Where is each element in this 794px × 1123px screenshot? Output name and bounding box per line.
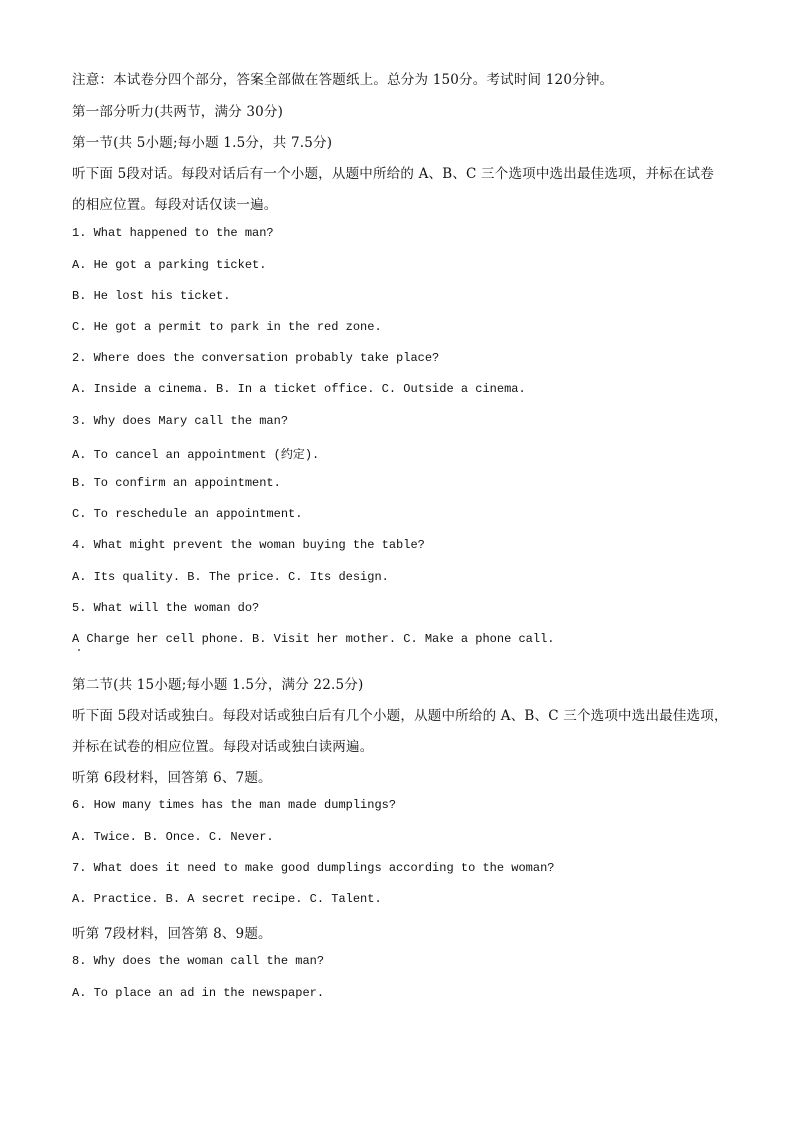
question-1-option-a: A. He got a parking ticket. bbox=[72, 258, 267, 272]
section-one-instructions-2: 的相应位置。每段对话仅读一遍。 bbox=[72, 197, 278, 213]
section-one-instructions-1: 听下面 5段对话。每段对话后有一个小题，从题中所给的 A、B、C 三个选项中选出最佳选项，并标在试卷 bbox=[72, 166, 714, 182]
question-3-option-a: A. To cancel an appointment (约定). bbox=[72, 448, 320, 462]
question-1: 1. What happened to the man? bbox=[72, 226, 274, 240]
section-two-instructions-2: 并标在试卷的相应位置。每段对话或独白读两遍。 bbox=[72, 739, 374, 755]
question-5: 5. What will the woman do? bbox=[72, 601, 260, 615]
material-6-heading: 听第 6段材料，回答第 6、7题。 bbox=[72, 770, 272, 786]
question-2: 2. Where does the conversation probably take place? bbox=[72, 351, 440, 365]
part-one-heading: 第一部分听力(共两节，满分 30分) bbox=[72, 104, 284, 120]
question-8: 8. Why does the woman call the man? bbox=[72, 954, 325, 968]
section-two-instructions-1: 听下面 5段对话或独白。每段对话或独白后有几个小题，从题中所给的 A、B、C 三个选项中选出最佳选项， bbox=[72, 708, 728, 724]
exam-notice: 注意：本试卷分四个部分，答案全部做在答题纸上。总分为 150分。考试时间 120分钟。 bbox=[72, 72, 614, 88]
question-1-option-b: B. He lost his ticket. bbox=[72, 289, 231, 303]
stray-mark bbox=[78, 649, 80, 651]
question-3-option-b: B. To confirm an appointment. bbox=[72, 476, 281, 490]
question-6: 6. How many times has the man made dumplings? bbox=[72, 798, 397, 812]
question-4: 4. What might prevent the woman buying the table? bbox=[72, 538, 425, 552]
question-1-option-c: C. He got a permit to park in the red zone. bbox=[72, 320, 382, 334]
question-5-options: A Charge her cell phone. B. Visit her mother. C. Make a phone call. bbox=[72, 632, 555, 646]
question-7-options: A. Practice. B. A secret recipe. C. Talent. bbox=[72, 892, 382, 906]
question-7: 7. What does it need to make good dumplings according to the woman? bbox=[72, 861, 555, 875]
question-4-options: A. Its quality. B. The price. C. Its design. bbox=[72, 570, 389, 584]
question-3: 3. Why does Mary call the man? bbox=[72, 414, 289, 428]
section-one-heading: 第一节(共 5小题;每小题 1.5分，共 7.5分) bbox=[72, 135, 333, 151]
section-two-heading: 第二节(共 15小题;每小题 1.5分，满分 22.5分) bbox=[72, 677, 364, 693]
question-8-option-a: A. To place an ad in the newspaper. bbox=[72, 986, 325, 1000]
material-7-heading: 听第 7段材料，回答第 8、9题。 bbox=[72, 926, 272, 942]
question-6-options: A. Twice. B. Once. C. Never. bbox=[72, 830, 274, 844]
question-2-options: A. Inside a cinema. B. In a ticket office. C. Outside a cinema. bbox=[72, 382, 526, 396]
question-3-option-c: C. To reschedule an appointment. bbox=[72, 507, 303, 521]
